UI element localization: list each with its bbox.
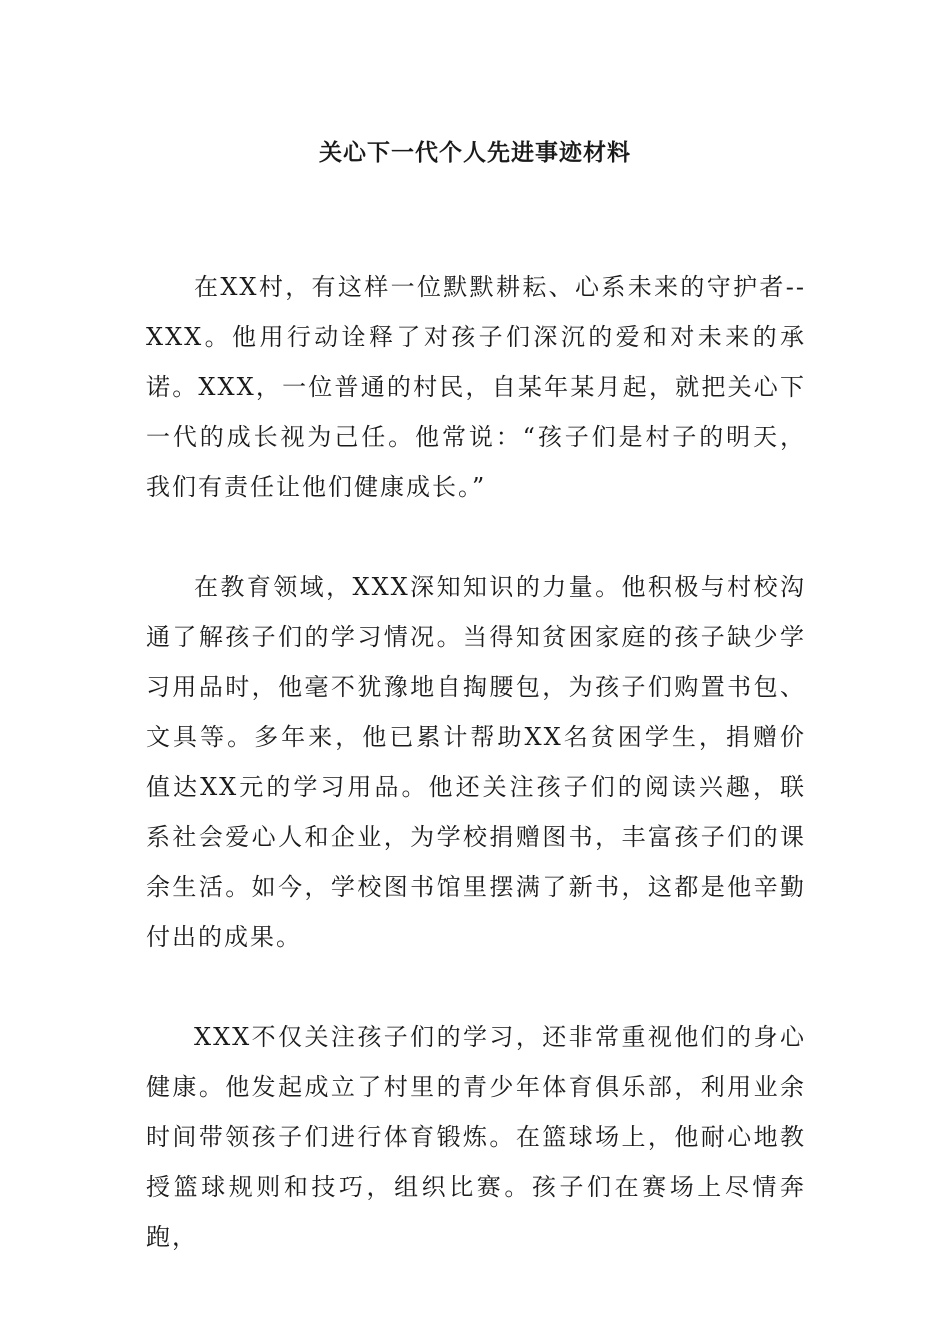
document-title: 关心下一代个人先进事迹材料 [319, 139, 631, 166]
paragraph-1: 在XX村，有这样一位默默耕耘、心系未来的守护者--XXX。他用行动诠释了对孩子们深沉的爱和对未来的承诺。XXX，一位普通的村民，自某年某月起，就把关心下一代的成长视为己任。他常说：“孩子们是村子的明天，我们有责任让他们健康成长。” [146, 273, 806, 501]
document-body [146, 262, 806, 1312]
paragraph-3: XXX不仅关注孩子们的学习，还非常重视他们的身心健康。他发起成立了村里的青少年体育俱乐部，利用业余时间带领孩子们进行体育锻炼。在篮球场上，他耐心地教授篮球规则和技巧，组织比赛。孩子们在赛场上尽情奔跑， [146, 1023, 806, 1251]
paragraph-2: 在教育领域，XXX深知知识的力量。他积极与村校沟通了解孩子们的学习情况。当得知贫困家庭的孩子缺少学习用品时，他毫不犹豫地自掏腰包，为孩子们购置书包、文具等。多年来，他已累计帮助XX名贫困学生，捐赠价值达XX元的学习用品。他还关注孩子们的阅读兴趣，联系社会爱心人和企业，为学校捐赠图书，丰富孩子们的课余生活。如今，学校图书馆里摆满了新书，这都是他辛勤付出的成果。 [146, 573, 806, 951]
